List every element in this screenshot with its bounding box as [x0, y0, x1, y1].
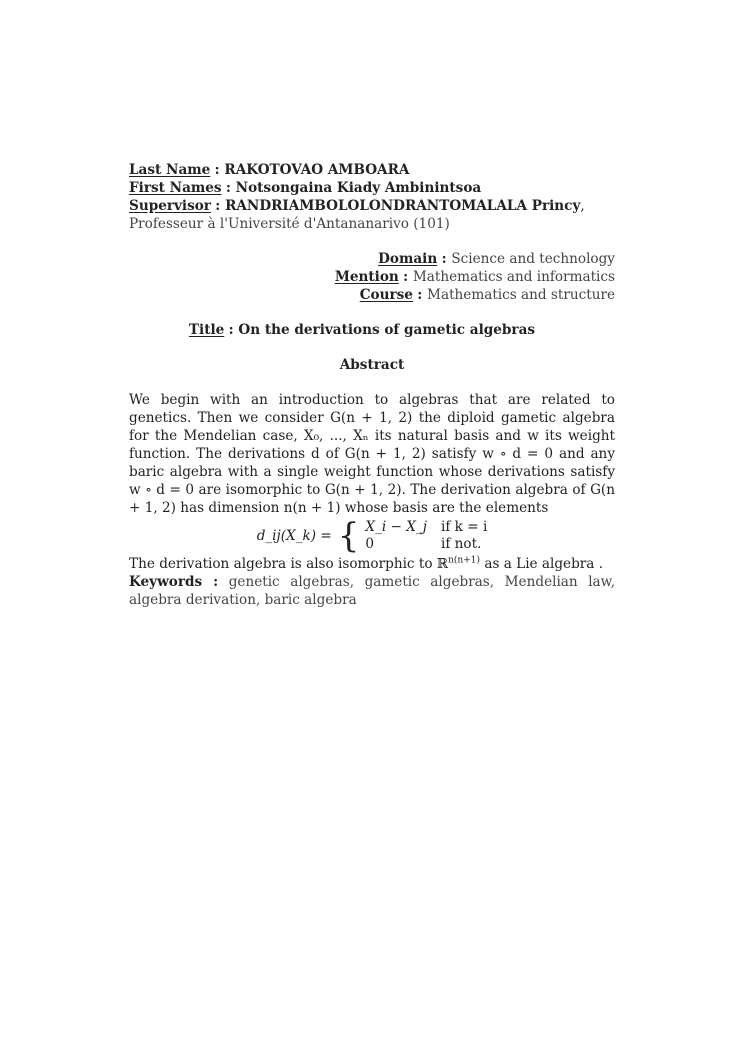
- keywords-label: Keywords :: [129, 574, 219, 590]
- mention-label: Mention: [334, 269, 399, 285]
- abstract-paragraph-1: We begin with an introduction to algebras that are related to genetics. Then we consider G(n + 1, 2) the diploid gametic algebra for the Mendelian case, X₀, ..., Xₙ its natural basis and w its weight function. The derivations d of G(n + 1, 2) satisfy w ∘ d = 0 and any baric algebra with a single weight function whose derivations satisfy w ∘ d = 0 are isomorphic to G(n + 1, 2). The derivation algebra of G(n + 1, 2) has dimension n(n + 1) whose basis are the elements: [129, 392, 615, 516]
- last-name-value: RAKOTOVAO AMBOARA: [224, 162, 410, 178]
- course-value: Mathematics and structure: [427, 287, 615, 303]
- case-2-expression: 0: [365, 536, 375, 552]
- first-names-label: First Names: [129, 180, 222, 196]
- keywords-line: [129, 573, 615, 609]
- formula-lhs: d_ij(X_k) =: [256, 528, 332, 544]
- first-names-line: First Names : Notsongaina Kiady Ambinintsoa: [129, 180, 482, 196]
- p2-after: as a Lie algebra .: [480, 556, 604, 572]
- supervisor-label: Supervisor: [129, 198, 211, 214]
- abstract-page: [129, 161, 615, 609]
- formula-cases: [365, 519, 487, 553]
- left-brace: {: [337, 516, 360, 556]
- abstract-heading: Abstract: [339, 357, 405, 373]
- mention-line: Mention : Mathematics and informatics: [334, 269, 615, 285]
- affiliation: Professeur à l'Université d'Antananarivo (101): [129, 216, 450, 232]
- supervisor-line: Supervisor : RANDRIAMBOLOLONDRANTOMALALA Princy,: [129, 198, 585, 214]
- title-line: Title : On the derivations of gametic algebras: [188, 322, 536, 338]
- domain-line: Domain : Science and technology: [378, 251, 615, 267]
- case-1-condition: if k = i: [440, 519, 488, 535]
- course-line: Course : Mathematics and structure: [359, 287, 615, 303]
- supervisor-value: RANDRIAMBOLOLONDRANTOMALALA Princy: [225, 198, 581, 214]
- p2-superscript: n(n+1): [448, 555, 481, 566]
- mention-value: Mathematics and informatics: [412, 269, 615, 285]
- domain-label: Domain: [378, 251, 438, 267]
- last-name-label: Last Name: [129, 162, 211, 178]
- last-name-line: Last Name : RAKOTOVAO AMBOARA: [129, 162, 410, 178]
- keywords-value: genetic algebras, gametic algebras, Mendelian law, algebra derivation, baric algebra: [129, 574, 616, 608]
- abstract-paragraph-2: [129, 555, 615, 573]
- title-label: Title: [188, 322, 225, 338]
- case-2-condition: if not.: [440, 536, 482, 552]
- p2-before: The derivation algebra is also isomorphic to ℝ: [129, 556, 449, 572]
- title-value: On the derivations of gametic algebras: [238, 322, 536, 338]
- first-names-value: Notsongaina Kiady Ambinintsoa: [235, 180, 482, 196]
- domain-value: Science and technology: [451, 251, 615, 267]
- case-1-expression: X_i − X_j: [365, 519, 427, 535]
- course-label: Course: [359, 287, 413, 303]
- derivation-formula: [129, 517, 615, 555]
